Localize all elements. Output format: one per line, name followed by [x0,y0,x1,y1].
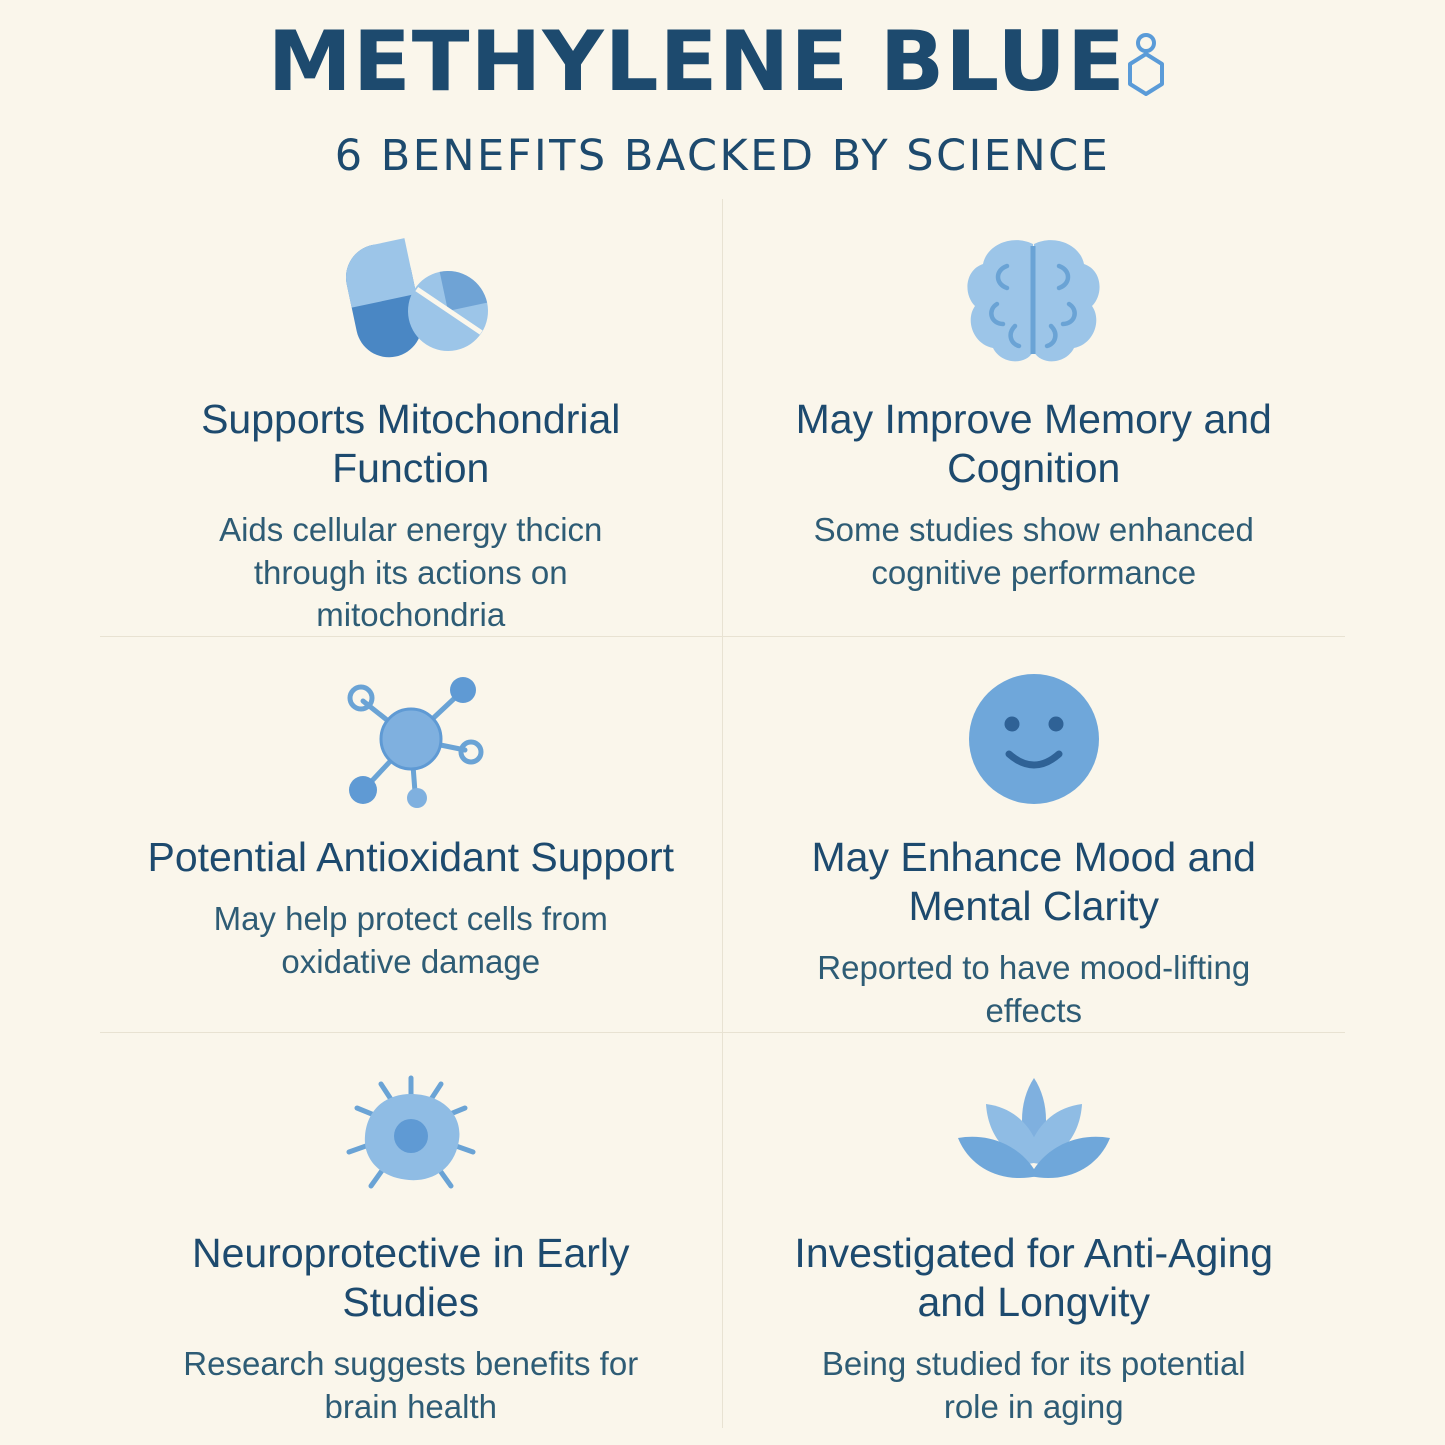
benefit-description: Reported to have mood-lifting effects [817,949,1251,1029]
benefit-card-antioxidant [100,637,723,1033]
benefit-title: Neuroprotective in Early Studies [191,1229,630,1326]
benefit-title: May Enhance Mood and Mental Clarity [811,834,1256,930]
benefit-title: Potential Antioxidant Support [147,834,675,881]
benefit-description: Research suggests benefits for brain health [183,1345,639,1425]
molecule-hexagon-icon [1123,32,1169,105]
smiley-face-icon [959,649,1109,829]
benefit-title: Investigated for Anti-Aging and Longvity [794,1229,1274,1326]
poster-header [0,0,1445,181]
page-subtitle: 6 BENEFITS BACKED BY SCIENCE [334,131,1111,181]
lotus-flower-icon [946,1045,1121,1225]
benefit-title: Supports Mitochondrial Function [201,396,621,492]
benefit-description: Being studied for its potential role in aging [821,1345,1246,1425]
benefit-description: Some studies show enhanced cognitive performance [813,511,1254,591]
page-title: METHYLENE BLUE [267,13,1126,110]
brain-icon [951,211,1116,391]
benefit-card-antiaging [723,1033,1346,1428]
capsule-pill-icon [323,211,498,391]
benefit-card-mood [723,637,1346,1033]
benefit-description: Aids cellular energy thcicn through its actions on mitochondria [219,511,603,633]
benefit-card-mitochondrial [100,199,723,637]
benefits-grid [0,199,1445,1425]
neuron-cell-icon [323,1045,498,1225]
benefit-description: May help protect cells from oxidative damage [213,900,608,980]
benefit-title: May Improve Memory and Cognition [795,396,1272,492]
benefit-card-neuroprotective [100,1033,723,1428]
benefit-card-memory [723,199,1346,637]
molecule-atom-icon [323,649,498,829]
title-row [0,13,1445,110]
